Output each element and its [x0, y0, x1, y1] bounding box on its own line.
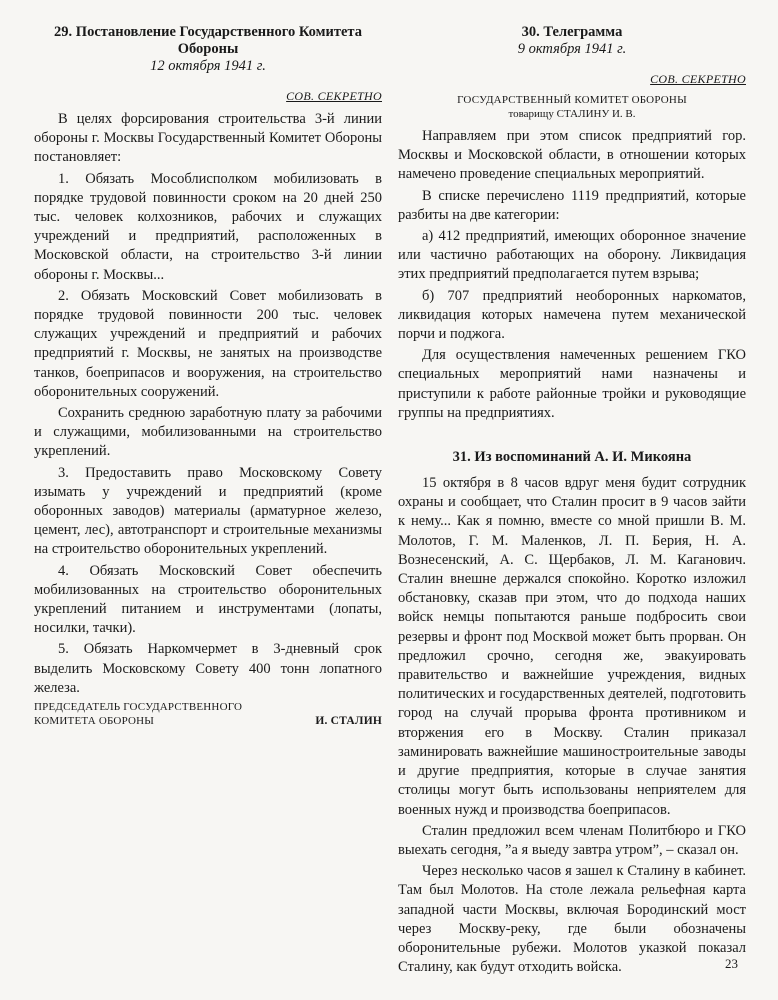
doc-30-title: 30. Телеграмма [521, 24, 623, 40]
doc-29-paragraph: 4. Обязать Московский Совет обеспечить мобилизованных на строительство оборонительных укреплений питанием и инструментами (лопаты, носилки, тачки). [34, 562, 382, 637]
page-number: 23 [725, 956, 738, 971]
doc-30-classification: СОВ. СЕКРЕТНО [650, 72, 746, 86]
signature-name: И. СТАЛИН [315, 715, 382, 728]
signature-title-line: ПРЕДСЕДАТЕЛЬ ГОСУДАРСТВЕННОГО [34, 701, 243, 714]
doc-29-paragraph: Сохранить среднюю заработную плату за рабочими и служащими, мобилизованными на строительство укреплений. [34, 405, 382, 460]
doc-30-paragraph: В списке перечислено 1119 предприятий, которые разбиты на две категории: [398, 187, 746, 223]
doc-30-date: 9 октября 1941 г. [517, 41, 627, 57]
doc-30-paragraph: Для осуществления намеченных решением ГКО специальных мероприятий нами назначены и приступили к работе районные тройки и руководящие группы на предприятиях. [398, 347, 746, 421]
doc-31-paragraph: 15 октября в 8 часов вдруг меня будит сотрудник охраны и сообщает, что Сталин просит в 9 часов зайти к нему... Как я помню, вместе со мной пришли В. М. Молотов, Г. М. Маленков, Л. П. Берия, Н. А. Вознесенский, А. С. Щербаков, Л. М. Каганович. Сталин внешне держался спокойно. Коротко изложил обстановку, сказав при этом, что до подхода наших войск немцы попытаются раньше подбросить свои резервы и фронт под Москвой может быть прорван. Он предложил срочно, сегодня же, эвакуировать правительство и важнейшие учреждения, видных политических и государственных деятелей, подготовить город на случай прорыва фронта противником и вторжения его в Москву. Сталин приказал заминировать важнейшие машиностроительные заводы и другие предприятия, которые в случае занятия столицы могут быть использованы неприятелем для военных нужд и производства боеприпасов. [398, 475, 746, 818]
signature-title [34, 700, 242, 728]
doc-29-title: 29. Постановление Государственного Комитета Обороны [54, 24, 362, 57]
doc-29-paragraph: 1. Обязать Мособлисполком мобилизовать в порядке трудовой повинности сроком на 20 дней 250 тыс. человек колхозников, рабочих и служащих учреждений и предприятий, расположенных в Московской области, на строительство 3-й линии обороны г. Москвы... [34, 170, 382, 283]
doc-31-paragraph: Через несколько часов я зашел к Сталину в кабинет. Там был Молотов. На столе лежала рельефная карта западной части Москвы, включая Бородинский мост через Москву-реку, где были обозначены оборонительные рубежи. Молотов указкой показал Сталину, как будут отходить войска. [398, 863, 746, 976]
doc-31-paragraph: Сталин предложил всем членам Политбюро и ГКО выехать сегодня, ”а я выеду завтра утром”, – сказал он. [398, 822, 746, 858]
doc-30-paragraph: б) 707 предприятий необоронных наркоматов, ликвидация которых намечена путем механической порчи и поджога. [398, 287, 746, 343]
doc-29-paragraph: 3. Предоставить право Московскому Совету изымать у учреждений и предприятий (кроме оборонных заводов) материалы (арматурное железо, цемент, лес), автотранспорт и строительные механизмы на строительство оборонительных укреплений. [34, 464, 382, 558]
doc-29-classification: СОВ. СЕКРЕТНО [286, 89, 382, 103]
doc-29-paragraph: В целях форсирования строительства 3-й линии обороны г. Москвы Государственный Комитет Обороны постановляет: [34, 111, 382, 166]
doc-29-signature [34, 700, 382, 728]
doc-31-title: 31. Из воспоминаний А. И. Микояна [452, 449, 692, 466]
signature-title-line: КОМИТЕТА ОБОРОНЫ [34, 715, 155, 728]
doc-29-date: 12 октября 1941 г. [150, 58, 266, 74]
doc-29-paragraph: 5. Обязать Наркомчермет в 3-дневный срок выделить Московскому Совету 400 тонн лопатного железа. [34, 641, 382, 696]
left-column [34, 24, 382, 728]
doc-30-paragraph: а) 412 предприятий, имеющих оборонное значение или частично работающих на оборону. Ликвидация этих предприятий предполагается путем взрыва; [398, 228, 746, 283]
doc-30-paragraph: Направляем при этом список предприятий гор. Москвы и Московской области, в отношении которых намечено проведение специальных мероприятий. [398, 128, 746, 183]
doc-30-addressee-org: ГОСУДАРСТВЕННЫЙ КОМИТЕТ ОБОРОНЫ [457, 94, 687, 106]
doc-29-paragraph: 2. Обязать Московский Совет мобилизовать в порядке трудовой повинности 200 тыс. человек служащих учреждений и предприятий и рабочих предприятий г. Москвы, не занятых на производстве танков, боеприпасов и вооружения, на строительство оборонительных сооружений. [34, 287, 382, 400]
doc-30-addressee-person: товарищу СТАЛИНУ И. В. [508, 108, 636, 120]
right-column [398, 24, 746, 979]
